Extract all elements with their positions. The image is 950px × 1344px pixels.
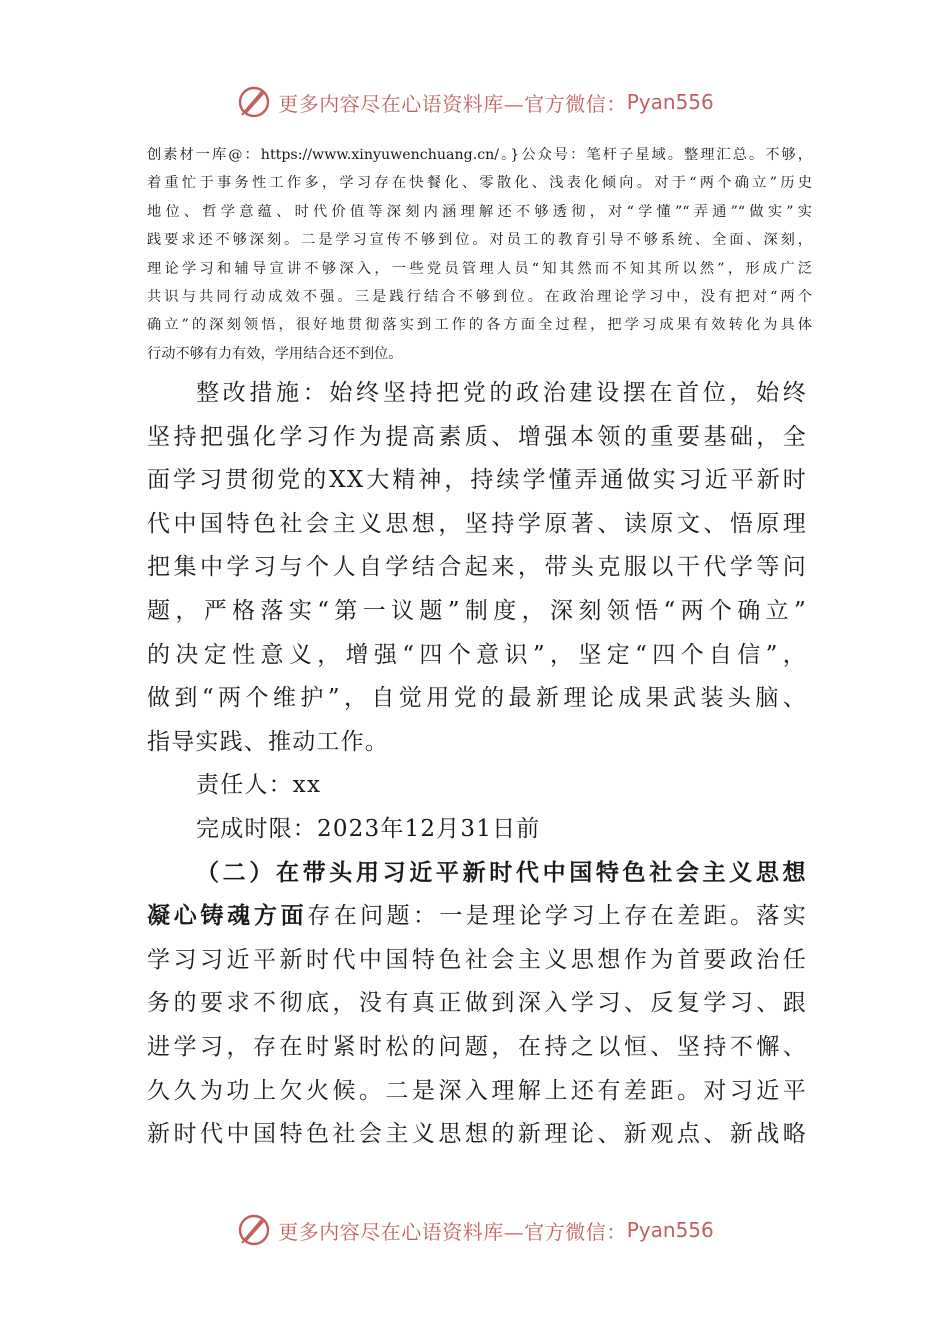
text-line: 创素材一库@：https://www.xinyuwenchuang.cn/。}公众号：笔杆子星域。整理汇总。不够， bbox=[147, 147, 812, 163]
section-line bbox=[147, 895, 807, 939]
section-heading-text: （二）在带头用习近平新时代中国特色社会主义思想 bbox=[196, 859, 807, 886]
section-heading-tail: 凝心铸魂方面 bbox=[147, 903, 308, 930]
quill-logo-icon bbox=[236, 84, 272, 120]
section-heading bbox=[147, 852, 807, 896]
measures-line: 代中国特色社会主义思想，坚持学原著、读原文、悟原理 bbox=[147, 510, 807, 537]
measures-line: 整改措施：始终坚持把党的政治建设摆在首位，始终 bbox=[196, 380, 807, 406]
measures-line: 面学习贯彻党的XX大精神，持续学懂弄通做实习近平新时 bbox=[147, 467, 807, 494]
measures-line: 题，严格落实“第一议题”制度，深刻领悟“两个确立” bbox=[147, 597, 807, 624]
watermark-code: Pyan556 bbox=[626, 1218, 714, 1242]
text-line: 着重忙于事务性工作多，学习存在快餐化、零散化、浅表化倾向。对于“两个确立”历史 bbox=[147, 175, 812, 192]
section-line-rest: 存在问题：一是理论学习上存在差距。落实 bbox=[307, 903, 807, 930]
section-line: 务的要求不彻底，没有真正做到深入学习、反复学习、跟 bbox=[147, 990, 807, 1017]
text-line: 理论学习和辅导宣讲不够深入，一些党员管理人员“知其然而不知其所以然”，形成广泛 bbox=[147, 260, 812, 277]
watermark-banner-top bbox=[0, 82, 950, 122]
text-line: 确立”的深刻领悟，很好地贯彻落实到工作的各方面全过程，把学习成果有效转化为具体 bbox=[147, 317, 812, 334]
text-line: 行动不够有力有效，学用结合还不到位。 bbox=[147, 345, 403, 362]
section-line: 久久为功上欠火候。二是深入理解上还有差距。对习近平 bbox=[147, 1077, 807, 1104]
quill-logo-icon bbox=[236, 1212, 272, 1248]
responsible-person: 责任人：xx bbox=[196, 772, 322, 799]
main-body bbox=[147, 372, 807, 1157]
section-line: 学习习近平新时代中国特色社会主义思想作为首要政治任 bbox=[147, 946, 807, 973]
deadline: 完成时限：2023年12月31日前 bbox=[196, 815, 541, 842]
measures-line: 的决定性意义，增强“四个意识”，坚定“四个自信”， bbox=[147, 641, 807, 668]
measures-line: 指导实践、推动工作。 bbox=[147, 728, 389, 755]
watermark-banner-bottom bbox=[0, 1210, 950, 1250]
watermark-text: 更多内容尽在心语资料库—官方微信： bbox=[278, 91, 627, 116]
measures-line: 做到“两个维护”，自觉用党的最新理论成果武装头脑、 bbox=[147, 685, 807, 712]
small-paragraph bbox=[147, 141, 812, 368]
text-line: 地位、哲学意蕴、时代价值等深刻内涵理解还不够透彻，对“学懂”“弄通”“做实”实 bbox=[147, 203, 812, 220]
text-line: 共识与共同行动成效不强。三是践行结合不够到位。在政治理论学习中，没有把对“两个 bbox=[147, 289, 812, 306]
watermark-code: Pyan556 bbox=[626, 90, 714, 114]
section-line: 新时代中国特色社会主义思想的新理论、新观点、新战略 bbox=[147, 1121, 807, 1148]
measures-line: 把集中学习与个人自学结合起来，带头克服以干代学等问 bbox=[147, 554, 807, 581]
section-line: 进学习，存在时紧时松的问题，在持之以恒、坚持不懈、 bbox=[147, 1033, 807, 1060]
text-line: 践要求还不够深刻。二是学习宣传不够到位。对员工的教育引导不够系统、全面、深刻， bbox=[147, 232, 812, 249]
measures-line: 坚持把强化学习作为提高素质、增强本领的重要基础，全 bbox=[147, 423, 807, 450]
watermark-text: 更多内容尽在心语资料库—官方微信： bbox=[278, 1219, 627, 1244]
